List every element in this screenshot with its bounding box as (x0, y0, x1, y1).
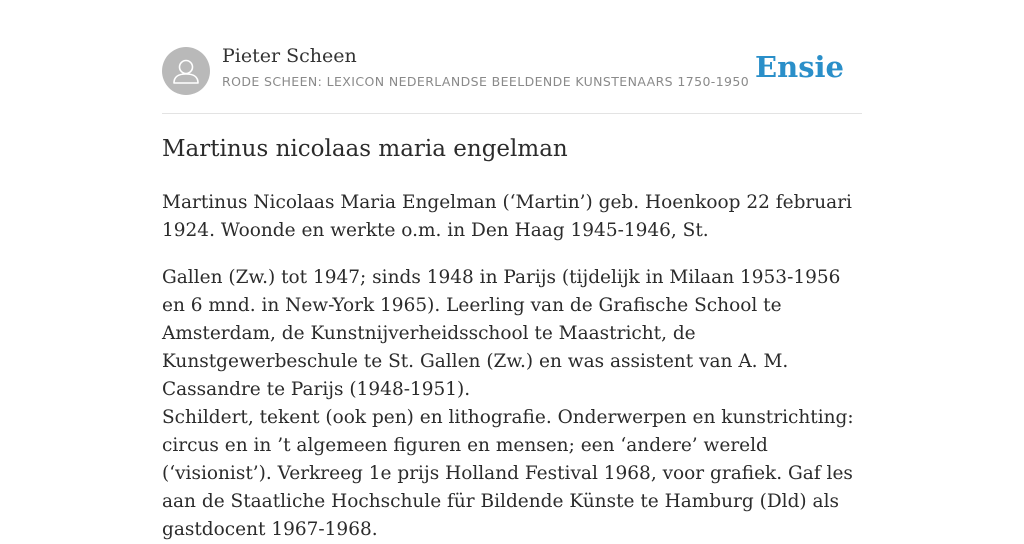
brand-logo[interactable]: Ensie (755, 50, 844, 84)
author-name[interactable]: Pieter Scheen (222, 45, 357, 67)
article-title: Martinus nicolaas maria engelman (162, 136, 568, 162)
article-paragraph: Gallen (Zw.) tot 1947; sinds 1948 in Parijs (tijdelijk in Milaan 1953-1956 en 6 mnd. in New-York 1965). Leerling van de Grafische School te Amsterdam, de Kunstnijverheidsschool te Maastricht, de Kunstgewerbeschule te St. Gallen (Zw.) en was assistent van A. M. Cassandre te Parijs (1948-1951). (162, 267, 841, 400)
article-paragraph: Martinus Nicolaas Maria Engelman (‘Martin’) geb. Hoenkoop 22 februari 1924. Woonde en werkte o.m. in Den Haag 1945-1946, St. (162, 192, 852, 241)
article-paragraph: Schildert, tekent (ook pen) en lithografie. Onderwerpen en kunstrichting: circus en in ’t algemeen figuren en mensen; een ‘andere’ wereld (‘visionist’). Verkreeg 1e prijs Holland Festival 1968, voor grafiek. Gaf les aan de Staatliche Hochschule für Bildende Künste te Hamburg (Dld) als gastdocent 1967-1968. (162, 407, 854, 540)
source-label[interactable]: RODE SCHEEN: LEXICON NEDERLANDSE BEELDENDE KUNSTENAARS 1750-1950 (222, 74, 750, 89)
user-icon (162, 47, 210, 95)
avatar[interactable] (162, 47, 210, 95)
page-container (162, 0, 862, 540)
article-header (162, 0, 862, 114)
